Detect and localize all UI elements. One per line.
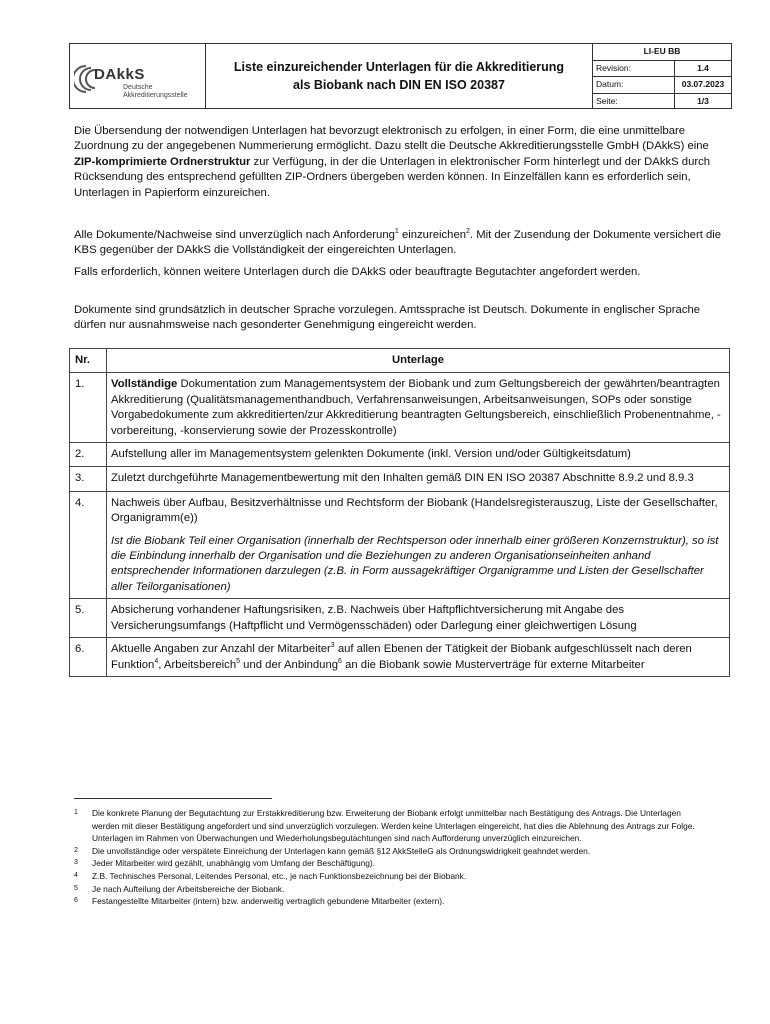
footnotes [74,807,704,908]
intro-paragraph-1 [74,124,724,201]
footnote-mark: 6 [74,897,78,905]
table-row [70,467,730,491]
row-number: 4. [70,491,107,598]
table-row [70,443,730,467]
row-text-part: auf allen Ebenen der Tätigkeit der Biobank aufgeschlüsselt nach deren Funktion [111,643,692,671]
intro-paragraph-4 [74,303,724,334]
revision-value: 1.4 [697,62,709,73]
intro-p4-text: Dokumente sind grundsätzlich in deutscher Sprache vorzulegen. Amtssprache ist Deutsch. Dokumente in englischer Sprache dürfen nur ausnahmsweise nach gesonderter Genehmigung eingereicht werden. [74,304,701,332]
revision-row [593,61,731,78]
row-text: Absicherung vorhandener Haftungsrisiken, z.B. Nachweis über Haftpflichtversicherung mit Angabe des Versicherungsumfangs (Haftpflicht und Vermögensschäden) oder Darlegung einer gleichwertigen Lösung [107,599,730,638]
footnote-mark [74,832,92,845]
table-header-row [70,349,730,373]
footnote-text: Die konkrete Planung der Begutachtung zur Erstakkreditierung bzw. Erweiterung der Biobank erfolgt unmittelbar nach Bestätigung des Antrags. Die Unterlagen werden mit dieser Bestätigung angefordert und sind unverzüglich vorzulegen. Werden keine Unterlagen eingereicht, hat dies die Ablehnung des Antrags zur Folge. [92,808,695,831]
footnote-ref-1[interactable]: 1 [394,228,399,236]
row-text [107,638,730,677]
footnote-text: Je nach Aufteilung der Arbeitsbereiche der Biobank. [92,883,285,894]
row-text-body: Dokumentation zum Managementsystem der Biobank und zum Geltungsbereich der gewährten/beantragten Akkreditierung (Qualitätsmanagementhandbuch, Verfahrensanweisungen, Arbeitsanweisungen, SOPs oder sonstige Vorgabedokumente zum akkreditierten/zur Akkreditierung beantragten Geltungsbereich, einschließlich Probenentnahme, -vorbereitung, -konservierung sowie der Prozesskontrolle) [111,378,721,437]
row-text-bold: Vollständige [111,378,178,391]
documents-table [69,348,730,677]
title-line1: Liste einzureichender Unterlagen für die Akkreditierung [233,60,565,74]
intro-p1-text: Die Übersendung der notwendigen Unterlagen hat bevorzugt elektronisch zu erfolgen, in einer Form, die eine unmittelbare Zuordnung zu der angegebenen Nummerierung ermöglicht. Dazu stellt die Deutsche Akkreditierungsstelle GmbH (DAkkS) eine [74,125,709,153]
table-row [70,599,730,638]
row-text-part: , Arbeitsbereich [158,658,237,671]
footnote [74,895,704,908]
page-value: 1/3 [697,95,709,106]
row-text-body: Nachweis über Aufbau, Besitzverhältnisse und Rechtsform der Biobank (Handelsregisterauszug, Liste der Gesellschafter, Organigramm(e)) [111,496,718,525]
footnote-mark: 2 [74,846,78,854]
footnote-text: Z.B. Technisches Personal, Leitendes Personal, etc., je nach Funktionsbezeichnung bei der Biobank. [92,870,467,881]
intro-p1-text-end: zur Verfügung, in der die Unterlagen in elektronischer Form hinterlegt und der DAkkS durch Rücksendung des entsprechend gefüllten ZIP-Ordners übergeben werden können. In Einzelfällen kann es erforderlich sein, Unterlagen in Papierform einzureichen. [74,155,711,199]
document-header [69,43,732,109]
row-text: Zuletzt durchgeführte Managementbewertung mit den Inhalten gemäß DIN EN ISO 20387 Abschnitte 8.9.2 und 8.9.3 [107,467,730,491]
footnote-text: Jeder Mitarbeiter wird gezählt, unabhängig vom Umfang der Beschäftigung). [92,858,376,869]
footnote-ref-4[interactable]: 4 [154,657,159,665]
footnote-divider [74,798,272,799]
row-text: Aufstellung aller im Managementsystem gelenkten Dokumente (inkl. Version und/oder Gültigkeitsdatum) [107,443,730,467]
footnote-text: Unterlagen im Rahmen von Überwachungen und Wiederholungsbegutachtungen sind nach Aufforderung unverzüglich einzureichen. [92,833,582,844]
page-label: Seite: [593,94,675,110]
row-number: 5. [70,599,107,638]
footnote-ref-3[interactable]: 3 [330,642,335,650]
intro-paragraph-3 [74,265,724,280]
document-title [206,44,593,108]
footnote-mark: 3 [74,859,78,867]
logo-subtitle-line2: Akkreditierungsstelle [123,92,188,99]
footnote-mark: 1 [74,809,78,816]
dakks-logo [70,44,206,108]
intro-p1-bold: ZIP-komprimierte Ordnerstruktur [74,155,251,168]
date-value: 03.07.2023 [681,79,725,89]
row-number: 1. [70,373,107,443]
date-row [593,77,731,94]
intro-p2-text-end: . Mit der Zusendung der Dokumente versichert die KBS gegenüber der DAkkS die Vollständigkeit der eingereichten Unterlagen. [74,229,722,257]
intro-p2-text: Alle Dokumente/Nachweise sind unverzüglich nach Anforderung [74,229,395,241]
footnote [74,807,704,832]
row-number: 3. [70,467,107,491]
revision-label: Revision: [593,61,675,77]
footnote [74,883,704,896]
intro-p3-text: Falls erforderlich, können weitere Unterlagen durch die DAkkS oder beauftragte Begutachter angefordert werden. [74,266,641,278]
footnote-mark: 4 [74,871,78,879]
footnote-ref-5[interactable]: 5 [236,657,241,665]
footnote [74,870,704,883]
row-text-part: Aktuelle Angaben zur Anzahl der Mitarbeiter [111,643,331,656]
footnote [74,857,704,870]
page-row [593,94,731,110]
logo-subtitle-line1: Deutsche [123,84,153,91]
column-header-unterlage: Unterlage [107,349,730,373]
row-text-part: und der Anbindung [240,658,339,671]
footnote [74,845,704,858]
dakks-logo-icon [74,64,96,94]
footnote-mark: 5 [74,884,78,892]
column-header-nr: Nr. [70,349,107,373]
title-line2: als Biobank nach DIN EN ISO 20387 [293,78,505,92]
logo-brand: DAkkS [94,66,145,83]
document-meta [593,44,731,108]
row-text [107,373,730,443]
date-label: Datum: [593,77,675,93]
row-number: 2. [70,443,107,467]
row-text-part: an die Biobank sowie Musterverträge für externe Mitarbeiter [341,658,645,671]
row-number: 6. [70,638,107,677]
footnote-text: Festangestellte Mitarbeiter (intern) bzw. anderweitig vertraglich gebundene Mitarbeiter (extern). [92,896,445,907]
row-text-italic-note: Ist die Biobank Teil einer Organisation (innerhalb der Rechtsperson oder innerhalb einer größeren Konzernstruktur), so ist die Einbindung innerhalb der Organisation und die Beziehungen zu anderen Organisationseinheiten anhand entsprechender Informationen darzulegen (z.B. in Form aussagekräftiger Organigramme und Listen der Gesellschafter aller Teilorganisationen) [111,534,719,593]
row-text [107,491,730,598]
footnote-ref-6[interactable]: 6 [338,657,342,665]
intro-p2-text-mid: einzureichen [398,229,467,241]
doc-code: LI-EU BB [593,44,731,61]
table-row [70,638,730,677]
footnote-text: Die unvollständige oder verspätete Einreichung der Unterlagen kann gemäß §12 AkkStelleG als Ordnungswidrigkeit geahndet werden. [92,845,591,856]
table-row [70,373,730,443]
footnote [74,832,704,845]
logo-subtitle [123,84,188,100]
table-row [70,491,730,598]
intro-paragraph-2 [74,228,724,259]
footnote-ref-2[interactable]: 2 [466,228,470,236]
